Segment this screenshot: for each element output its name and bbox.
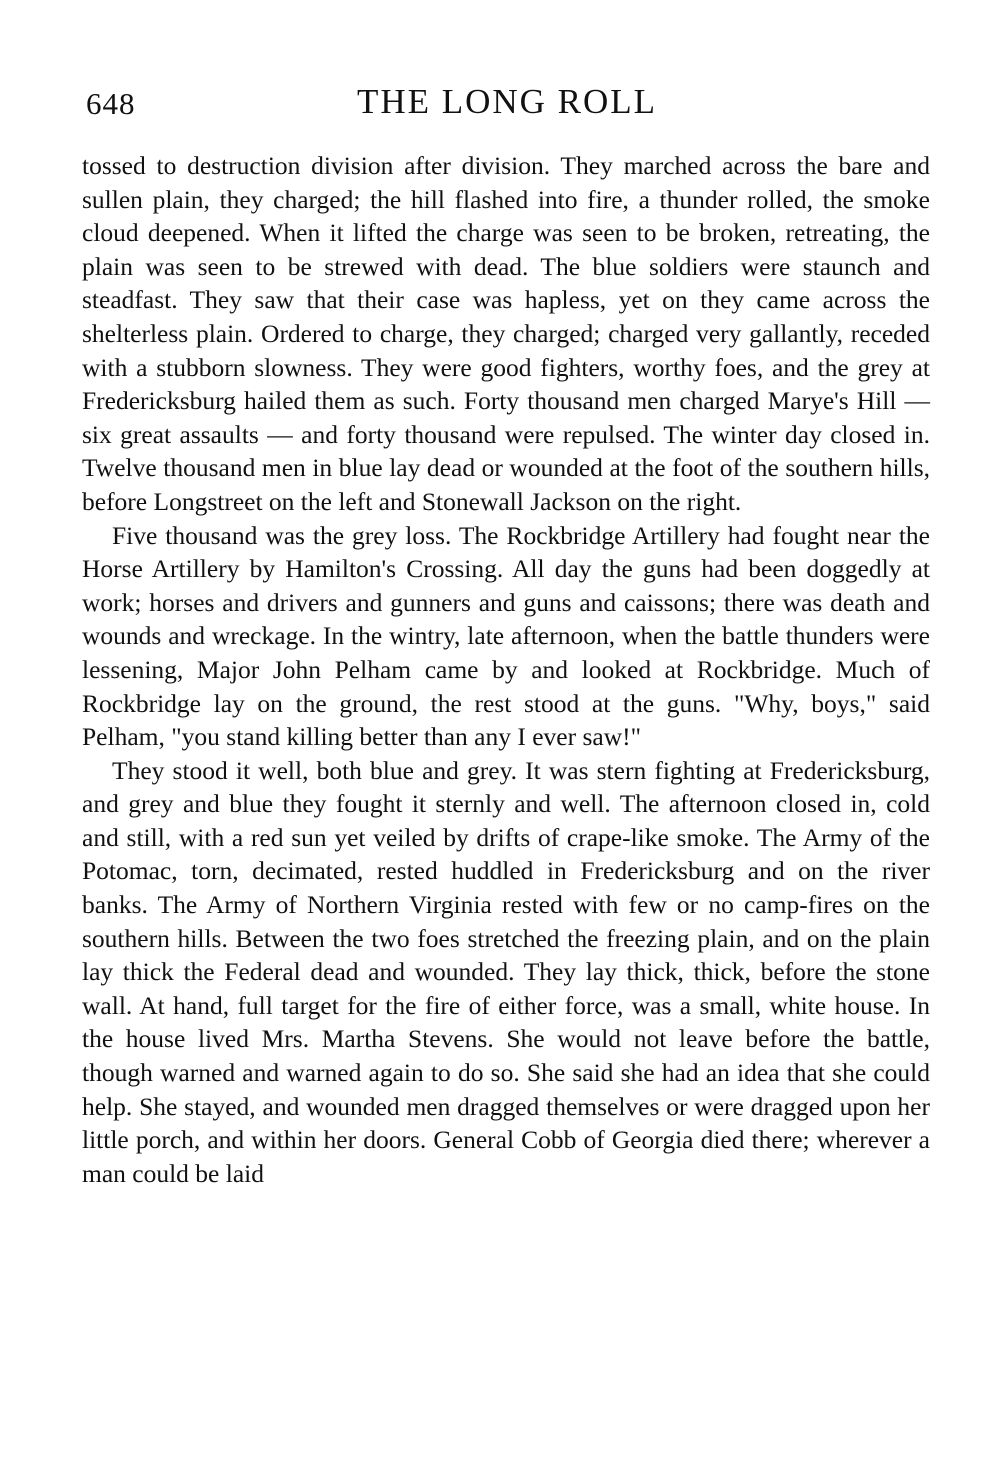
page-header bbox=[86, 82, 928, 132]
body-text bbox=[82, 149, 930, 1190]
running-title: THE LONG ROLL bbox=[356, 82, 658, 121]
paragraph-continued: tossed to destruction division after division. They marched across the bare and sullen plain, they charged; the hill flashed into fire, a thunder rolled, the smoke cloud deepened. When it lifted the charge was seen to be broken, retreating, the plain was seen to be strewed with dead. The blue soldiers were staunch and steadfast. They saw that their case was hapless, yet on they came across the shelterless plain. Ordered to charge, they charged; charged very gallantly, receded with a stubborn slowness. They were good fighters, worthy foes, and the grey at Fredericksburg hailed them as such. Forty thousand men charged Marye's Hill — six great assaults — and forty thousand were repulsed. The winter day closed in. Twelve thousand men in blue lay dead or wounded at the foot of the southern hills, before Longstreet on the left and Stonewall Jackson on the right. bbox=[82, 151, 930, 516]
paragraph-grey-loss: Five thousand was the grey loss. The Rockbridge Artillery had fought near the Horse Artillery by Hamilton's Crossing. All day the guns had been doggedly at work; horses and drivers and gunners and guns and caissons; there was death and wounds and wreckage. In the wintry, late afternoon, when the battle thunders were lessening, Major John Pelham came by and looked at Rockbridge. Much of Rockbridge lay on the ground, the rest stood at the guns. "Why, boys," said Pelham, "you stand killing better than any I ever saw!" bbox=[82, 520, 930, 752]
page-number: 648 bbox=[86, 86, 136, 121]
paragraph-stood-it-well: They stood it well, both blue and grey. It was stern fighting at Fredericksburg, and grey and blue they fought it sternly and well. The afternoon closed in, cold and still, with a red sun yet veiled by drifts of crape-like smoke. The Army of the Potomac, torn, decimated, rested huddled in Fredericksburg and on the river banks. The Army of Northern Virginia rested with few or no camp-fires on the southern hills. Between the two foes stretched the freezing plain, and on the plain lay thick the Federal dead and wounded. They lay thick, thick, before the stone wall. At hand, full target for the fire of either force, was a small, white house. In the house lived Mrs. Martha Stevens. She would not leave before the battle, though warned and warned again to do so. She said she had an idea that she could help. She stayed, and wounded men dragged themselves or were dragged upon her little porch, and within her doors. General Cobb of Georgia died there; wherever a man could be laid bbox=[82, 755, 930, 1188]
